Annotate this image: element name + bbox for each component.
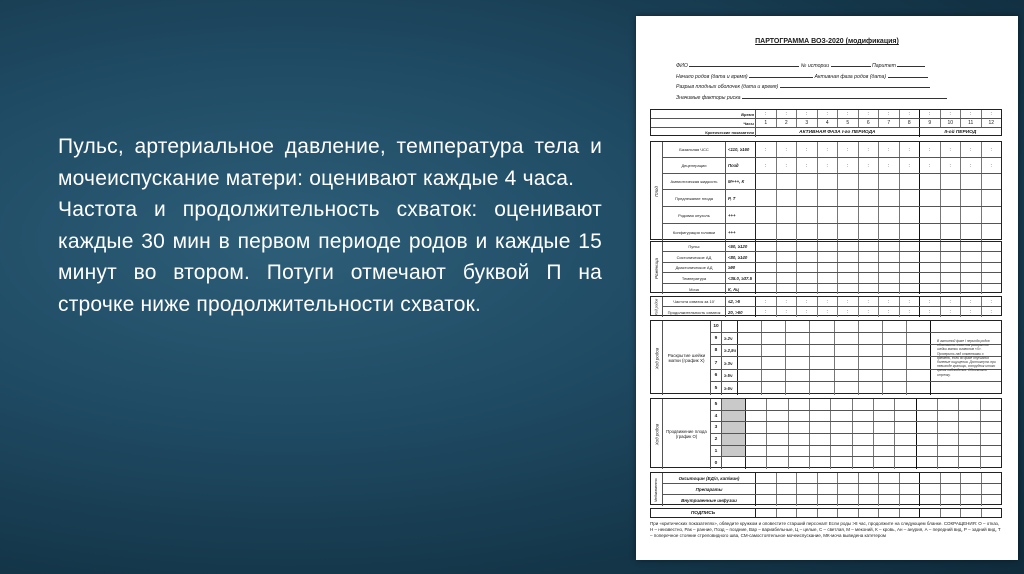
fio-label: ФИО	[676, 63, 688, 69]
fetus-row-label: Конфигурация головки	[663, 224, 726, 241]
fetus-row-value: Р, Т	[726, 190, 756, 206]
fetus-row-label: Предлежание плода	[663, 190, 726, 206]
dilation-note: В активной фазе I периода родов обозначить значения раскрытия шейки матки символом «Х». Проверить над отметками о времени, если во фазе опускания болевые ощущения. Достигнуть при невыходе границы, сотрудник итого время наблюдения. Обозначить стрелку.	[937, 339, 996, 377]
fetus-block: Плод Базальная ЧСС <110, ≥160 : : : : : : : : : : : : Децелерации Позд : : : : : : : : : : : : Амниотическая жидкость М+++, К Предлежание плода Р, Т Родовая опухоль +++ Конфигурация головки +++	[650, 141, 1002, 240]
membranes-field	[780, 83, 930, 88]
contractions-block: Ход родов Частота схваток за 10' ≤2, >5 : : : : : : : : : : : : Продолжительность схваток 20, >60 : : : : : : : : : : : :	[650, 296, 1002, 316]
contraction-row-label: Частота схваток за 10'	[663, 297, 726, 306]
header-line-1	[676, 62, 925, 69]
active-phase-field	[888, 73, 928, 78]
parity-field	[897, 62, 925, 67]
history-label: № истории	[800, 63, 830, 69]
dilation-cm: 10	[711, 321, 722, 332]
medications-side-label: Медикаменты	[651, 473, 663, 506]
dilation-limit: ≥ 2,5ч	[722, 345, 738, 356]
risk-label: Значимые факторы риска	[676, 95, 741, 101]
mother-row-label: Пульс	[663, 242, 726, 251]
fetus-row-value: М+++, К	[726, 174, 756, 189]
partograph-document	[636, 16, 1018, 560]
contraction-row-value: ≤2, >5	[726, 297, 756, 306]
fetus-row-value: <110, ≥160	[726, 142, 756, 157]
time-label: Время	[651, 110, 756, 118]
descent-level: 2	[711, 434, 722, 445]
dilation-cm: 9	[711, 333, 722, 344]
medication-row-label: Окситоцин (ЕД/л, кап/мин)	[663, 473, 756, 483]
header-line-4	[676, 94, 947, 101]
hour-numbers: 1 2 3 4 5 6 7 8 9 10 11 12	[756, 119, 1001, 127]
header-line-3	[676, 83, 930, 90]
fetus-row-label: Децелерации	[663, 158, 726, 173]
mother-row-value: <80, ≥140	[726, 252, 756, 262]
header-line-2	[676, 73, 928, 80]
medications-block	[650, 472, 1002, 505]
history-field	[831, 62, 871, 67]
fetus-row-label: Родовая опухоль	[663, 207, 726, 223]
risk-field	[742, 94, 947, 99]
descent-level: 4	[711, 411, 722, 421]
descent-level: 3	[711, 422, 722, 433]
descent-level: 1	[711, 446, 722, 456]
phase2-banner: II-ой ПЕРИОД	[944, 130, 977, 135]
time-block	[650, 109, 1002, 136]
descent-level: 0	[711, 457, 722, 469]
fetus-row-label: Амниотическая жидкость	[663, 174, 726, 189]
dilation-label: Раскрытие шейки матки (график Х)	[663, 321, 711, 395]
dilation-cm: 7	[711, 357, 722, 369]
membranes-label: Разрыв плодных оболочек (дата и время)	[676, 84, 779, 90]
descent-label: Продвижение плода (график О)	[663, 399, 711, 469]
mother-row-value: К, Ац	[726, 284, 756, 294]
signature-label: ПОДПИСЬ	[651, 509, 756, 517]
signature-row	[650, 508, 1002, 518]
hours-label: Часы	[651, 119, 756, 127]
dilation-side-label: Ход родов	[651, 321, 663, 395]
phase1-banner: АКТИВНАЯ ФАЗА I-го ПЕРИОДА	[756, 128, 920, 137]
medication-row-label: Препараты	[663, 484, 756, 494]
medication-row-label: Внутривенные инфузии	[663, 495, 756, 506]
labor-start-field	[749, 73, 813, 78]
fio-field	[689, 62, 799, 67]
mother-block	[650, 241, 1002, 293]
descent-level: 5	[711, 399, 722, 410]
dilation-limit: ≥ 2ч	[722, 333, 738, 344]
parity-label: Паритет	[872, 63, 896, 69]
descent-block	[650, 398, 1002, 468]
mother-row-value: ≥90	[726, 263, 756, 272]
critical-label: Критические показатели	[651, 128, 756, 137]
descent-side-label: Ход родов	[651, 399, 663, 469]
paragraph-contractions: Частота и продолжительность схваток: оценивают каждые 30 мин в первом периоде родов и каждые 15 минут во втором. Потуги отмечают буквой П на строчке ниже продолжительности схваток.	[58, 198, 602, 316]
fetus-row-value: +++	[726, 207, 756, 223]
mother-row-label: Моча	[663, 284, 726, 294]
time-cells: : : : : : : : : : : : :	[756, 110, 1001, 118]
mother-row-value: <60, ≥120	[726, 242, 756, 251]
partograph-footer-note: При «критических показателях», обведите кружком и оповестите старший персонал! Если роды >8 час, продолжите на следующем бланке. СОКРАЩЕНИЯ: О – отказ, Н – неизвестно, Рак – ранние, Позд – поздние, Вар – вариабельные, Ц – целые, С – светлая, М – меконий, К – кровь, Ан – анурия, А – передний вид, Р – задний вид, Т – поперечное стояние стреловидного шва, СМ-самостоятельное мочеиспускание, МК-моча выведена катетером	[650, 521, 1001, 539]
mother-row-label: Систолическое АД	[663, 252, 726, 262]
fetus-row-value: +++	[726, 224, 756, 241]
dilation-block	[650, 320, 1002, 394]
mother-row-label: Диастолическое АД	[663, 263, 726, 272]
dilation-cm: 8	[711, 345, 722, 356]
mother-row-label: Температура	[663, 273, 726, 283]
active-phase-label: Активная фаза родов (дата)	[814, 74, 887, 80]
partograph-title: ПАРТОГРАММА ВОЗ-2020 (модификация)	[755, 38, 899, 45]
dilation-limit: ≥ 6ч	[722, 382, 738, 395]
labor-start-label: Начало родов (дата и время)	[676, 74, 748, 80]
slide-body-text	[58, 131, 602, 320]
dilation-cm: 5	[711, 382, 722, 395]
dilation-cm: 6	[711, 370, 722, 381]
contraction-row-value: 20, >60	[726, 307, 756, 317]
dilation-limit	[722, 321, 738, 332]
fetus-row-value: Позд	[726, 158, 756, 173]
dilation-limit: ≥ 3ч	[722, 357, 738, 369]
mother-side-label: Роженица	[651, 242, 663, 294]
mother-row-value: <35.0, ≥37.5	[726, 273, 756, 283]
contraction-row-label: Продолжительность схваток	[663, 307, 726, 317]
dilation-limit: ≥ 5ч	[722, 370, 738, 381]
contractions-side-label: Ход родов	[651, 297, 663, 317]
fetus-side-label: Плод	[651, 142, 663, 241]
fetus-row-label: Базальная ЧСС	[663, 142, 726, 157]
paragraph-vitals: Пульс, артериальное давление, температура тела и мочеиспускание матери: оценивают каждые 4 часа.	[58, 135, 602, 190]
